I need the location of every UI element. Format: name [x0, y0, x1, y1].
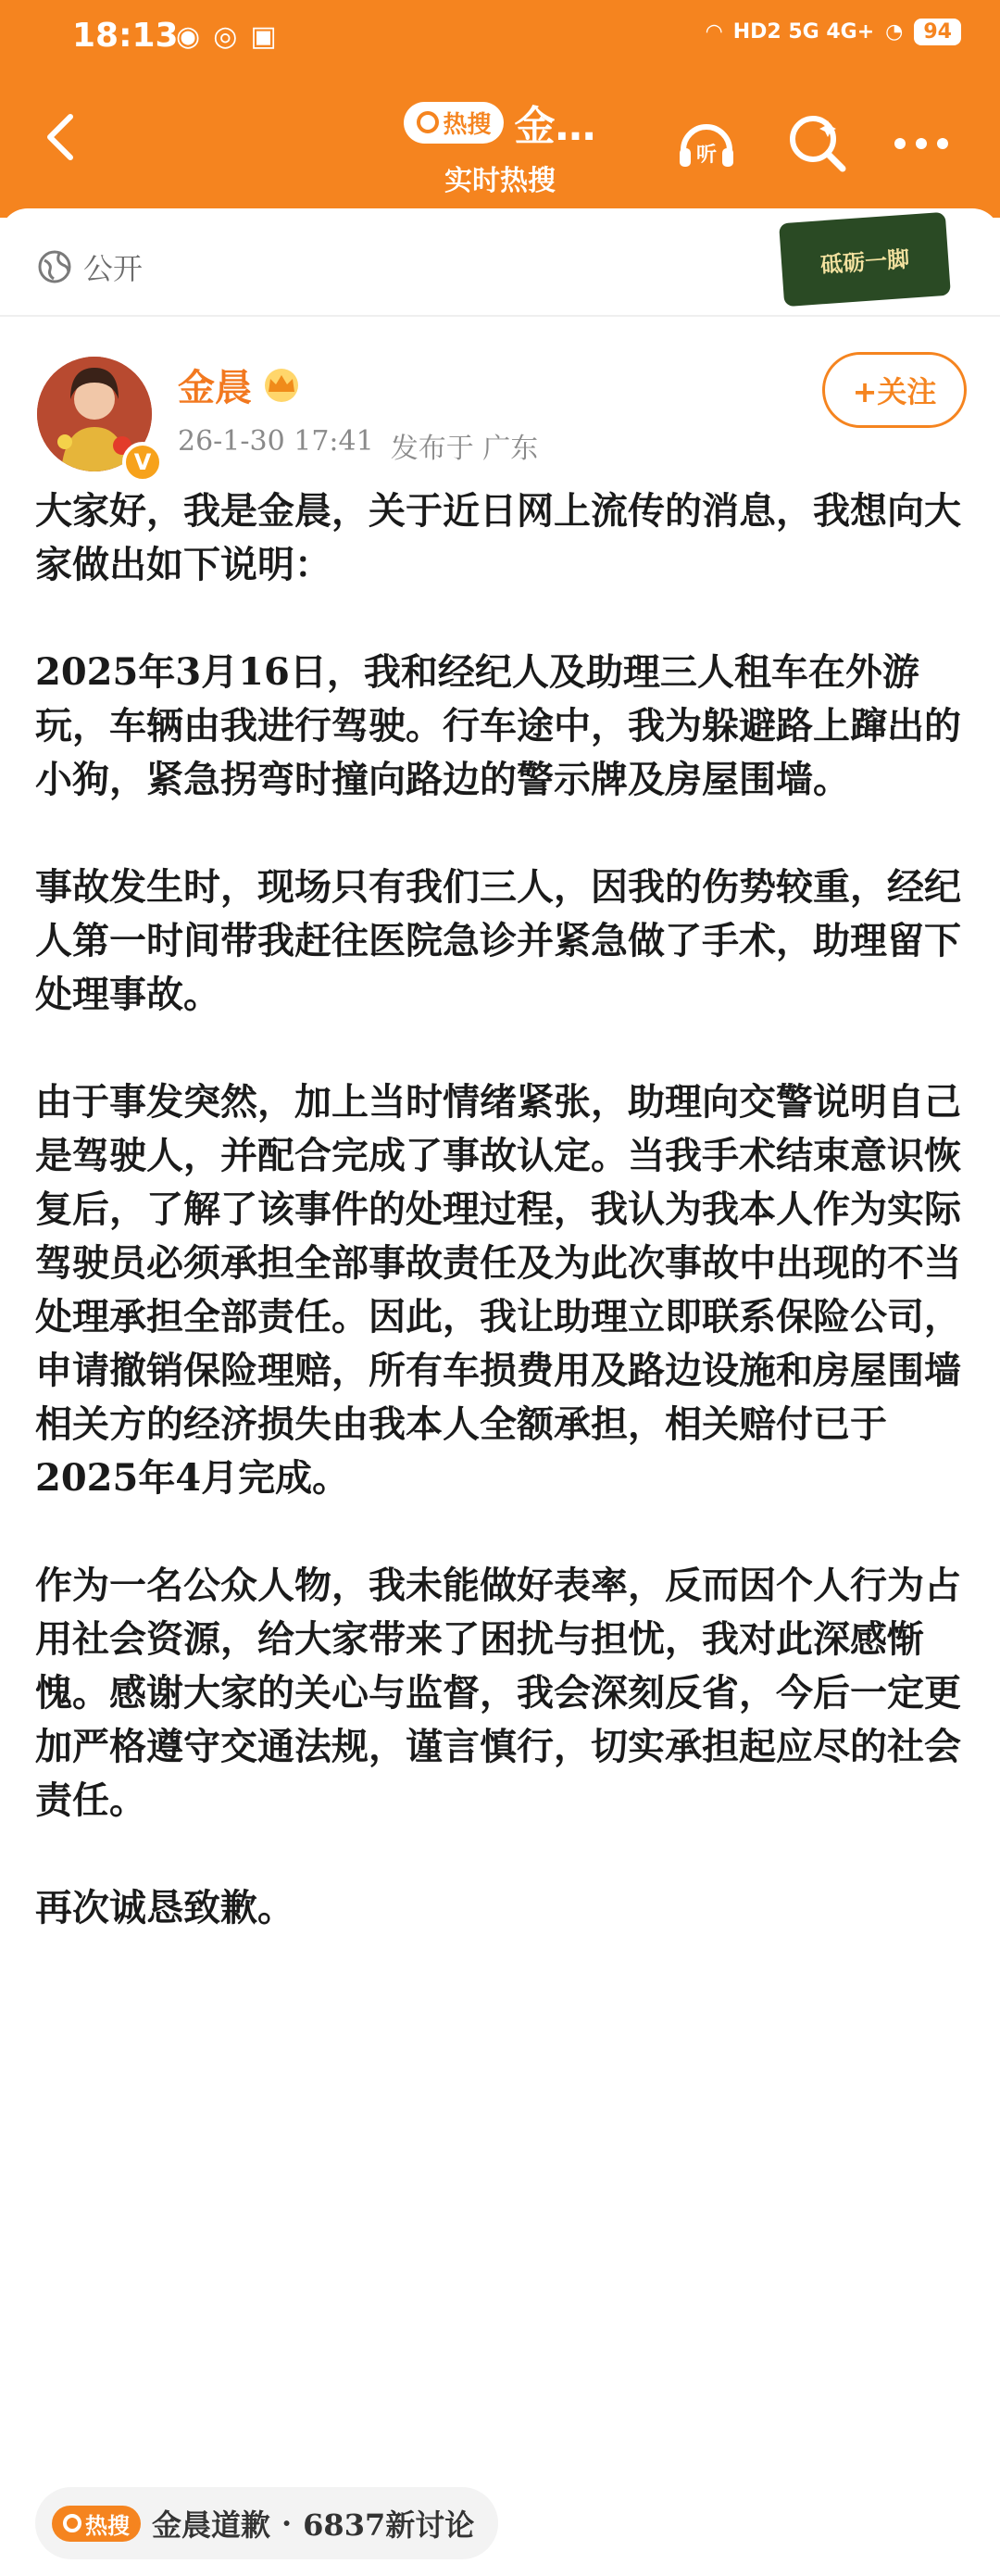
back-icon[interactable] [35, 109, 91, 165]
nav-title: 金… [514, 103, 596, 150]
topic-separator: · [281, 2506, 293, 2541]
topic-chip[interactable] [35, 2487, 498, 2559]
hot-search-logo-icon [417, 111, 439, 133]
divider [0, 315, 1000, 317]
more-icon[interactable] [889, 111, 954, 176]
listen-icon[interactable] [674, 111, 739, 176]
follow-button[interactable]: +关注 [822, 352, 967, 428]
nav-title-group[interactable] [380, 93, 620, 198]
weibo-icon: ◎ [213, 20, 238, 53]
post-date: 26-1-30 17:41 [178, 425, 374, 458]
post-paragraph: 由于事发突然，加上当时情绪紧张，助理向交警说明自己是驾驶人，并配合完成了事故认定。当我手术结束意识恢复后，了解了该事件的处理过程，我认为我本人作为实际驾驶员必须承担全部事故责任及为此次事故中出现的不当处理承担全部责任。因此，我让助理立即联系保险公司，申请撤销保险理赔，所有车损费用及路边设施和房屋围墙相关方的经济损失由我本人全额承担，相关赔付已于2025年4月完成。 [35, 1080, 961, 1500]
status-right [706, 19, 961, 45]
battery-indicator: 94 [914, 19, 961, 45]
app-icon: ▣ [250, 20, 277, 53]
visibility-row [37, 245, 143, 288]
network-indicator: HD2 5G 4G+ [732, 20, 875, 44]
post-paragraph: 再次诚恳致歉。 [35, 1886, 294, 1929]
post-paragraph: 大家好，我是金晨，关于近日网上流传的消息，我想向大家做出如下说明： [35, 489, 961, 586]
post-card [0, 208, 1000, 2576]
post-meta [178, 425, 538, 466]
status-time: 18:13 [72, 17, 179, 55]
wifi-icon: ◔ [885, 20, 904, 44]
visibility-label: 公开 [83, 251, 144, 286]
post-location: 发布于 广东 [390, 433, 539, 465]
post-paragraph: 作为一名公众人物，我未能做好表率，反而因个人行为占用社会资源，给大家带来了困扰与担忧，我对此深感惭愧。感谢大家的关心与监督，我会深刻反省，今后一定更加严格遵守交通法规，谨言慎行，切实承担起应尽的社会责任。 [35, 1564, 961, 1822]
globe-icon [37, 249, 72, 284]
nav-bar [0, 83, 1000, 204]
headphone-icon: ◠ [706, 20, 722, 44]
author-row [178, 358, 302, 411]
status-bar [0, 0, 1000, 72]
topic-hot-badge: 热搜 [52, 2506, 141, 2542]
header-bar [0, 0, 1000, 218]
nav-subtitle: 实时热搜 [444, 165, 556, 197]
post-paragraph: 2025年3月16日，我和经纪人及助理三人租车在外游玩，车辆由我进行驾驶。行车途中，我为躲避路上蹿出的小狗，紧急拐弯时撞向路边的警示牌及房屋围墙。 [35, 650, 961, 801]
crown-icon [261, 368, 302, 403]
hot-search-badge: 热搜 [404, 102, 504, 144]
verified-badge: V [122, 442, 163, 483]
status-app-icons [176, 20, 277, 53]
post-body [35, 484, 967, 1989]
sticker-badge: 砥砺一脚 [779, 212, 951, 307]
hot-search-logo-icon [63, 2514, 81, 2532]
search-icon[interactable] [785, 111, 850, 176]
wechat-icon: ◉ [176, 20, 201, 53]
listen-label: 听 [695, 144, 718, 167]
post-paragraph: 事故发生时，现场只有我们三人，因我的伤势较重，经纪人第一时间带我赶往医院急诊并紧急做了手术，助理留下处理事故。 [35, 865, 961, 1016]
topic-name: 金晨道歉 [152, 2507, 271, 2543]
author-name[interactable]: 金晨 [178, 367, 252, 409]
topic-count: 6837新讨论 [303, 2507, 475, 2543]
